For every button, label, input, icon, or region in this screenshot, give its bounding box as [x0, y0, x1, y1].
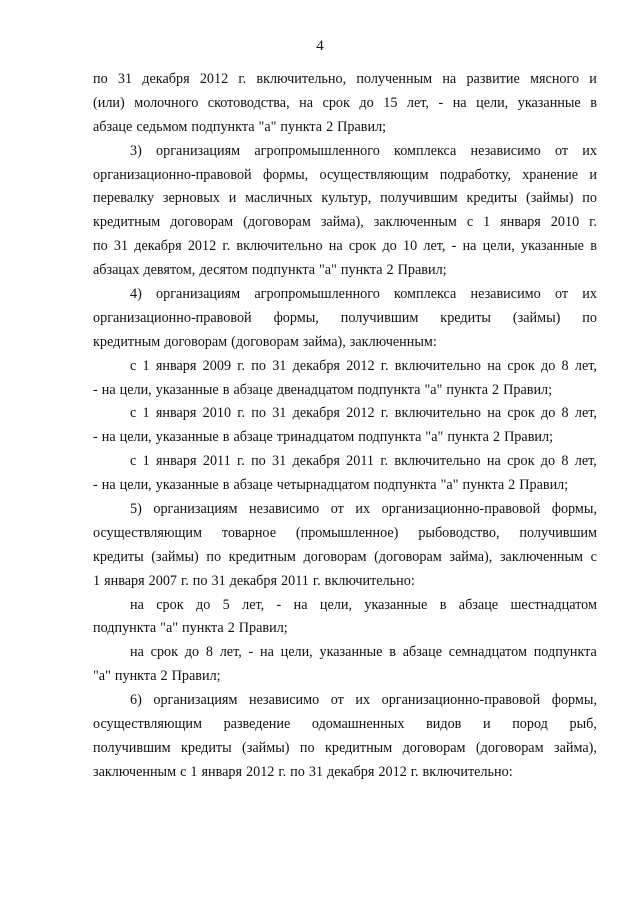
text-line: на срок до 5 лет, - на цели, указанные в абзаце шестнадцатом [130, 596, 597, 613]
text-line: организационно-правовой формы, осуществляющим подработку, хранение и [93, 166, 597, 183]
text-line: кредитным договорам (договорам займа), заключенным: [93, 333, 437, 350]
text-line: кредитным договорам (договорам займа), заключенным с 1 января 2010 г. [93, 214, 597, 231]
text-line: - на цели, указанные в абзаце двенадцатом подпункта "а" пункта 2 Правил; [93, 381, 553, 398]
text-line: на срок до 8 лет, - на цели, указанные в абзаце семнадцатом подпункта [130, 644, 597, 661]
text-line: с 1 января 2009 г. по 31 декабря 2012 г. включительно на срок до 8 лет, [130, 357, 597, 374]
text-line: с 1 января 2010 г. по 31 декабря 2012 г. включительно на срок до 8 лет, [130, 405, 597, 422]
text-line: - на цели, указанные в абзаце четырнадцатом подпункта "а" пункта 2 Правил; [93, 477, 569, 494]
text-line: абзаце седьмом подпункта "а" пункта 2 Правил; [93, 118, 387, 135]
text-line: 3) организациям агропромышленного комплекса независимо от их [130, 142, 597, 159]
text-line: осуществляющим товарное (промышленное) рыбоводство, получившим [93, 524, 597, 541]
text-line: - на цели, указанные в абзаце тринадцатом подпункта "а" пункта 2 Правил; [93, 429, 554, 446]
document-body [93, 68, 597, 785]
text-line: кредиты (займы) по кредитным договорам (договорам займа), заключенным с [93, 548, 597, 565]
text-line: (или) молочного скотоводства, на срок до 15 лет, - на цели, указанные в [93, 94, 597, 111]
text-line: подпункта "а" пункта 2 Правил; [93, 620, 288, 637]
page-number: 4 [316, 38, 324, 54]
text-line: получившим кредиты (займы) по кредитным договорам (договорам займа), [93, 739, 597, 756]
text-line: по 31 декабря 2012 г. включительно на срок до 10 лет, - на цели, указанные в [93, 238, 597, 255]
text-line: заключенным с 1 января 2012 г. по 31 декабря 2012 г. включительно: [93, 763, 513, 780]
text-line: 5) организациям независимо от их организационно-правовой формы, [130, 501, 597, 518]
text-line: с 1 января 2011 г. по 31 декабря 2011 г. включительно на срок до 8 лет, [130, 453, 597, 470]
text-line: 4) организациям агропромышленного комплекса независимо от их [130, 286, 597, 303]
text-line: по 31 декабря 2012 г. включительно, полученным на развитие мясного и [93, 71, 597, 87]
text-line: абзацах девятом, десятом подпункта "а" пункта 2 Правил; [93, 262, 447, 279]
text-line: 6) организациям независимо от их организационно-правовой формы, [130, 692, 597, 709]
text-line: осуществляющим разведение одомашненных видов и пород рыб, [93, 716, 597, 733]
text-line: перевалку зерновых и масличных культур, получившим кредиты (займы) по [93, 190, 597, 207]
text-line: организационно-правовой формы, получившим кредиты (займы) по [93, 309, 597, 326]
text-line: 1 января 2007 г. по 31 декабря 2011 г. включительно: [93, 572, 415, 589]
text-line: "а" пункта 2 Правил; [93, 668, 221, 685]
